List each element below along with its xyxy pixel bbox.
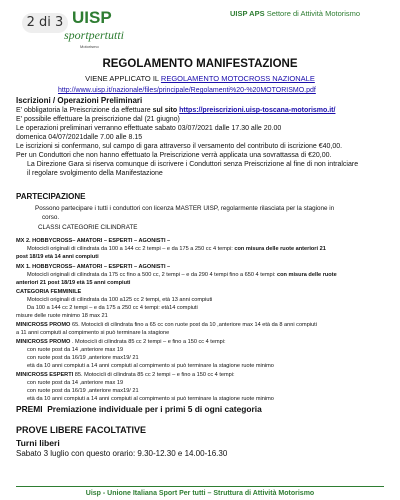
mx1-line-a: [27, 272, 337, 279]
mx2-line-a-bold: con misura delle ruote anteriori 21: [234, 246, 326, 252]
mx2-line-b: post 18/19 età 14 anni compiuti: [16, 254, 99, 260]
femminile-line-b: Da 100 a 144 cc 2 tempi – e da 175 a 250 cc 4 tempi: età14 compiuti: [27, 305, 198, 311]
iscrizioni-line-4: domenica 04/07/2021dalle 7.00 alle 8.15: [16, 134, 143, 141]
mx2-heading: MX 2. HOBBYCROSS– AMATORI – ESPERTI – AGONISTI –: [16, 238, 171, 244]
logo-sub: Motorismo: [80, 44, 99, 49]
minicross-promo-85-text: . Motocicli di cilindrata 85 cc 2 tempi – e fino a 150 cc 4 tempi:: [71, 339, 226, 345]
femminile-line-c: misure delle ruote minimo 18 max 21: [16, 313, 108, 319]
minicross-promo-65-line: [16, 322, 317, 329]
mx1-heading: MX 1. HOBBYCROSS– AMATORI – ESPERTI – AGONISTI –: [16, 264, 171, 270]
header-org: UISP APS: [230, 9, 265, 18]
iscrizioni-line-8: il regolare svolgimento della Manifestazione: [27, 170, 163, 177]
minicross-esperti-line-b: con ruote post da 14 ,anteriore max 19: [27, 380, 124, 386]
turni-liberi: Turni liberi: [16, 438, 60, 448]
iscrizioni-heading: Iscrizioni / Operazioni Preliminari: [16, 96, 143, 105]
mx2-line-a: [27, 246, 326, 253]
footer-divider: [16, 486, 384, 487]
iscrizioni-line-5: Le iscrizioni si confermano, sul campo di gara attraverso il versamento del contributo di iscrizione €40,00.: [16, 143, 343, 150]
iscrizioni-line-7: La Direzione Gara si riserva comunque di iscrivere i Conduttori senza Preiscrizione al fine di non intralciare: [27, 161, 359, 168]
mx1-line-b: anteriori 21 post 18/19 età 15 anni compiuti: [16, 280, 131, 286]
regolamento-link[interactable]: REGOLAMENTO MOTOCROSS NAZIONALE: [160, 74, 315, 83]
premi-line: [16, 404, 262, 414]
femminile-line-a: Motocicli originali di cilindrata da 100 a125 cc 2 tempi, età 13 anni compiuti: [27, 297, 213, 303]
prove-orari: Sabato 3 luglio con questo orario: 9.30-12.30 e 14.00-16.30: [16, 449, 228, 458]
iscrizioni-line-6: Per un Conduttori che non hanno effettuato la Preiscrizione verrà applicata una sovrattassa di €20,00.: [16, 152, 332, 159]
mx1-line-a-text: Motocicli originali di cilindrata da 175 cc fino a 500 cc, 2 tempi – e da 290 4 tempi fino a 650 4 tempi:: [27, 272, 276, 278]
uisp-logo: [64, 8, 125, 54]
iscrizioni-line-3: Le operazioni preliminari verranno effettuate sabato 03/07/2021 dalle 17.30 alle 20.00: [16, 125, 282, 132]
regulation-url-link[interactable]: http://www.uisp.it/nazionale/files/principale/Regolamenti%20-%20MOTORISMO.pdf: [58, 87, 316, 94]
prove-heading: PROVE LIBERE FACOLTATIVE: [16, 425, 147, 435]
header-sector: Settore di Attività Motorismo: [266, 9, 361, 18]
minicross-esperti-line-d: età da 10 anni compiuti a 14 anni compiuti al compimento si può terminare la stagione ruote minimo: [27, 396, 274, 402]
mx2-line-a-text: Motocicli originali di cilindrata da 100 a 144 cc 2 tempi – e da 175 a 250 cc 4 tempi:: [27, 246, 233, 252]
partecipazione-line-2: corso.: [42, 214, 60, 221]
minicross-promo-85-line-c: con ruote post da 16/19 ,anteriore max19/ 21: [27, 355, 139, 361]
minicross-esperti-head: MINICROSS ESPERTI: [16, 372, 74, 378]
minicross-promo-85-line-b: con ruote post da 14 ,anteriore max 19: [27, 347, 124, 353]
partecipazione-line-1: Possono partecipare i tutti i conduttori con licenza MASTER UISP, regolarmente rilasciata per la stagione in: [35, 205, 335, 212]
iscrizioni-line-1: [16, 107, 335, 115]
minicross-promo-65-head: MINICROSS PROMO: [16, 322, 71, 328]
minicross-promo-65-line-b: a 11 anni compiuti al compimento si può terminare la stagione: [16, 330, 170, 336]
minicross-esperti-line-c: con ruote post da 16/19 ,anteriore max19/ 21: [27, 388, 139, 394]
minicross-esperti-text: 85. Motocicli di cilindrata 85 cc 2 tempi – e fino a 150 cc 4 tempi:: [74, 372, 235, 378]
partecipazione-heading: PARTECIPAZIONE: [16, 192, 86, 201]
header-title: [230, 9, 360, 18]
premi-label: PREMI: [16, 404, 43, 414]
minicross-promo-85-line: [16, 339, 226, 346]
minicross-promo-65-text: 65. Motocicli di cilindrata fino a 65 cc con ruote post da 10 ,anteriore max 14 età da 8 anni compiuti: [71, 322, 317, 328]
partecipazione-line-3: CLASSI CATEGORIE CILINDRATE: [38, 224, 138, 231]
iscrizioni-line-1-b: sul sito: [152, 107, 178, 114]
logo-tagline: sportpertutti: [64, 28, 125, 42]
footer: Uisp - Unione Italiana Sport Per tutti – Struttura di Attività Motorismo: [85, 490, 315, 497]
minicross-promo-85-line-d: età da 10 anni compiuti a 14 anni compiuti al compimento si può terminare la stagione ruote minimo: [27, 363, 274, 369]
document-title: REGOLAMENTO MANIFESTAZIONE: [102, 58, 298, 70]
minicross-promo-85-head: MINICROSS PROMO: [16, 339, 71, 345]
logo-text: UISP: [72, 8, 112, 27]
preiscrizioni-link[interactable]: https://preiscrizioni.uisp-toscana-motorismo.it/: [179, 107, 336, 114]
minicross-esperti-line: [16, 372, 235, 379]
subtitle-prefix: VIENE APPLICATO IL: [85, 74, 159, 83]
iscrizioni-line-2: E' possibile effettuare la preiscrizione dal (21 giugno): [16, 116, 180, 123]
page-counter: 2 di 3: [22, 13, 68, 33]
iscrizioni-line-1-a: E' obbligatoria la Preiscrizione da effettuare: [16, 107, 151, 114]
femminile-heading: CATEGORIA FEMMINILE: [16, 289, 82, 295]
document-subtitle: [0, 74, 400, 83]
mx1-line-a-bold: con misura delle ruote: [277, 272, 337, 278]
premi-text: Premiazione individuale per i primi 5 di ogni categoria: [47, 404, 262, 414]
